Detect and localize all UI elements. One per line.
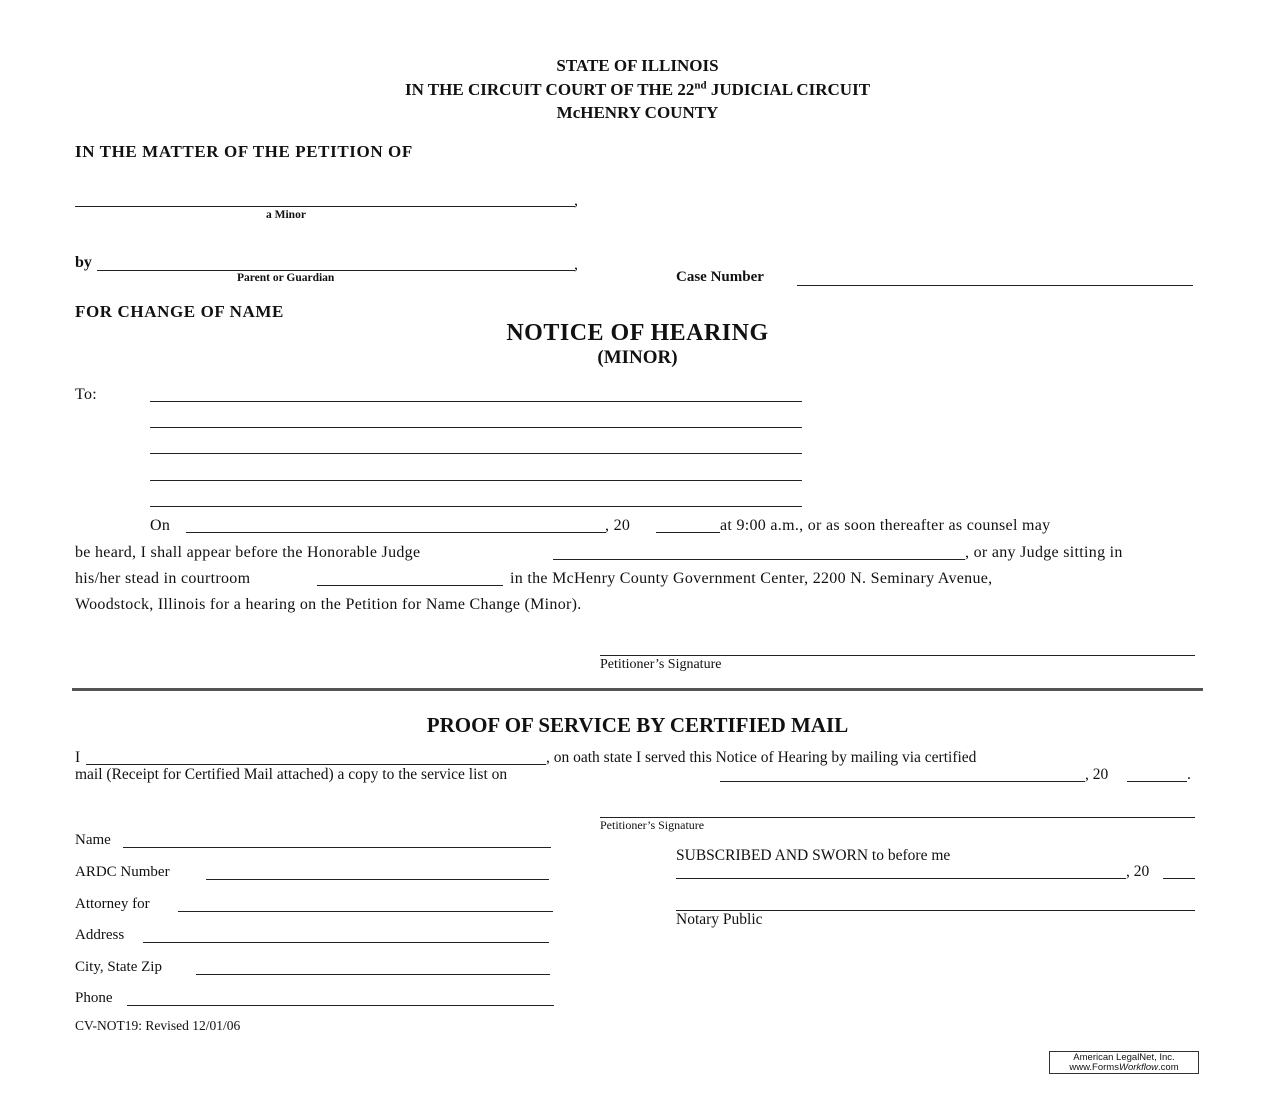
- server-name-field[interactable]: [86, 764, 546, 765]
- sworn-year-field[interactable]: [1163, 878, 1195, 879]
- judge-text-suffix: , or any Judge sitting in: [965, 544, 1123, 561]
- ardc-number-label: ARDC Number: [75, 864, 170, 880]
- phone-label: Phone: [75, 990, 113, 1006]
- case-number-label: Case Number: [676, 269, 764, 285]
- sworn-year-prefix: , 20: [1126, 863, 1150, 880]
- hearing-year-field[interactable]: [656, 532, 720, 533]
- guardian-name-field[interactable]: [97, 270, 575, 271]
- hearing-date-field[interactable]: [186, 532, 606, 533]
- proof-signature-label: Petitioner’s Signature: [600, 818, 705, 832]
- by-label: by: [75, 254, 92, 271]
- court-heading-sup: nd: [694, 79, 707, 92]
- attorney-for-label: Attorney for: [75, 896, 150, 912]
- minor-comma: ,: [574, 192, 578, 209]
- recipient-line-2[interactable]: [150, 427, 802, 428]
- hearing-time-text: at 9:00 a.m., or as soon thereafter as counsel may: [720, 517, 1051, 534]
- court-heading-prefix: IN THE CIRCUIT COURT OF THE 22: [404, 80, 695, 99]
- mailing-date-field[interactable]: [720, 781, 1085, 782]
- recipient-line-3[interactable]: [150, 453, 802, 454]
- courtroom-field[interactable]: [317, 585, 503, 586]
- mailing-year-prefix: , 20: [1085, 766, 1109, 783]
- attorney-name-field[interactable]: [123, 847, 551, 848]
- judge-name-field[interactable]: [553, 559, 965, 560]
- proof-title: PROOF OF SERVICE BY CERTIFIED MAIL: [426, 713, 849, 737]
- city-state-zip-field[interactable]: [196, 974, 550, 975]
- state-heading: STATE OF ILLINOIS: [556, 56, 719, 75]
- hearing-purpose-text: Woodstock, Illinois for a hearing on the Petition for Name Change (Minor).: [75, 596, 582, 613]
- publisher-name: American LegalNet, Inc.: [1073, 1052, 1175, 1063]
- phone-field[interactable]: [127, 1005, 554, 1006]
- proof-mail-text: mail (Receipt for Certified Mail attached) a copy to the service list on: [75, 766, 508, 783]
- attorney-name-label: Name: [75, 832, 111, 848]
- notary-public-label: Notary Public: [676, 911, 763, 928]
- address-field[interactable]: [143, 942, 549, 943]
- court-heading: [0, 80, 1275, 100]
- form-id: CV-NOT19: Revised 12/01/06: [75, 1018, 241, 1033]
- location-text: in the McHenry County Government Center, 2200 N. Seminary Avenue,: [510, 570, 993, 587]
- section-divider: [72, 688, 1203, 691]
- matter-heading: IN THE MATTER OF THE PETITION OF: [75, 142, 413, 161]
- notice-title: NOTICE OF HEARING: [506, 320, 769, 346]
- change-of-name-heading: FOR CHANGE OF NAME: [75, 302, 284, 321]
- hearing-year-prefix: , 20: [605, 517, 631, 534]
- publisher-url-a: www.Forms: [1069, 1062, 1119, 1073]
- publisher-url-c: .com: [1158, 1062, 1179, 1073]
- mailing-period: .: [1187, 766, 1191, 783]
- to-label: To:: [75, 386, 98, 403]
- recipient-line-5[interactable]: [150, 506, 802, 507]
- attorney-for-field[interactable]: [178, 911, 553, 912]
- guardian-comma: ,: [574, 256, 578, 273]
- case-number-field[interactable]: [797, 285, 1193, 286]
- petitioner-signature-field[interactable]: [600, 655, 1195, 656]
- ardc-number-field[interactable]: [206, 879, 549, 880]
- minor-label: a Minor: [266, 209, 306, 221]
- mailing-year-field[interactable]: [1127, 781, 1187, 782]
- judge-text: be heard, I shall appear before the Honorable Judge: [75, 544, 421, 561]
- publisher-url-b: Workflow: [1118, 1062, 1159, 1073]
- recipient-line-1[interactable]: [150, 401, 802, 402]
- notice-subtitle: (MINOR): [597, 347, 678, 368]
- guardian-label: Parent or Guardian: [237, 272, 335, 284]
- petitioner-signature-label: Petitioner’s Signature: [600, 657, 722, 672]
- sworn-date-field[interactable]: [676, 878, 1126, 879]
- county-heading: McHENRY COUNTY: [556, 103, 719, 122]
- address-label: Address: [75, 927, 125, 943]
- courtroom-text: his/her stead in courtroom: [75, 570, 251, 587]
- city-state-zip-label: City, State Zip: [75, 959, 162, 975]
- minor-name-field[interactable]: [75, 206, 575, 207]
- proof-oath-text: , on oath state I served this Notice of Hearing by mailing via certified: [546, 749, 977, 766]
- publisher-logo: [1049, 1051, 1199, 1074]
- recipient-line-4[interactable]: [150, 480, 802, 481]
- publisher-url: [1053, 1063, 1195, 1073]
- court-heading-suffix: JUDICIAL CIRCUIT: [706, 80, 871, 99]
- sworn-text: SUBSCRIBED AND SWORN to before me: [676, 847, 951, 864]
- hearing-on-label: On: [150, 517, 171, 534]
- proof-i-label: I: [75, 749, 81, 766]
